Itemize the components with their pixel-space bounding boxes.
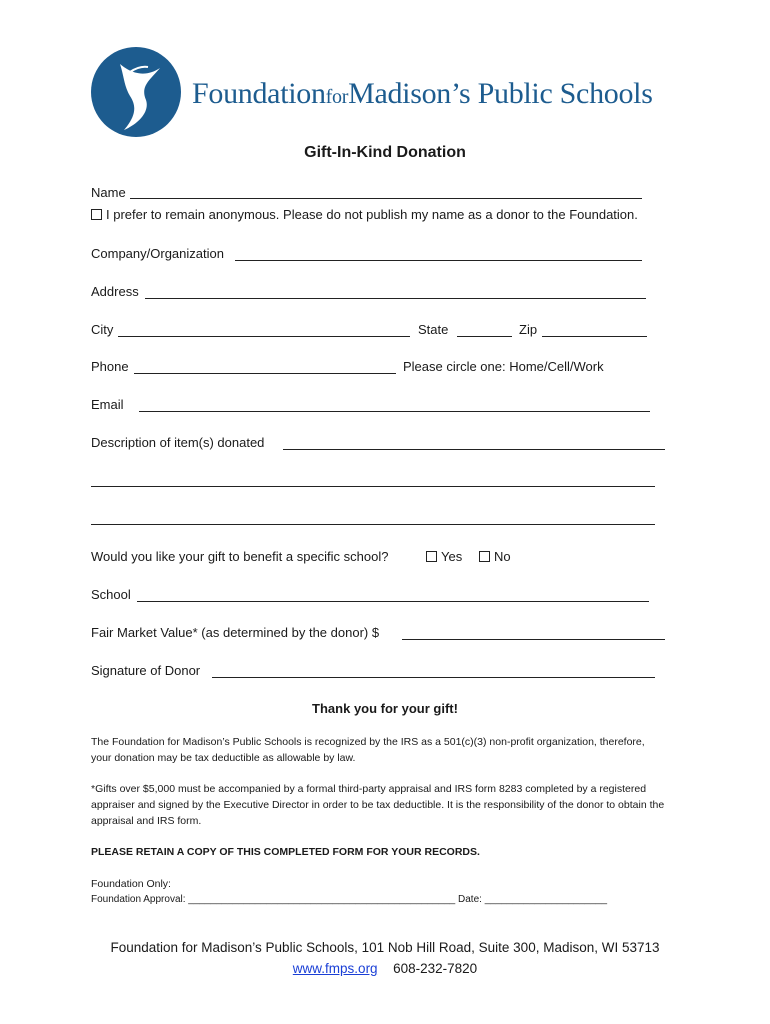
no-option — [479, 549, 511, 564]
state-label: State — [418, 322, 449, 337]
city-label: City — [91, 322, 114, 337]
description-field-line-2[interactable] — [91, 486, 655, 487]
signature-label: Signature of Donor — [91, 663, 201, 678]
org-name-part1: Foundation — [192, 77, 326, 110]
phone-label: Phone — [91, 359, 129, 374]
retain-copy-note: PLEASE RETAIN A COPY OF THIS COMPLETED FORM FOR YOUR RECORDS. — [91, 846, 480, 858]
anonymous-option — [91, 207, 638, 222]
phone-type-instruction: Please circle one: Home/Cell/Work — [403, 359, 604, 374]
appraisal-note: *Gifts over $5,000 must be accompanied by a formal third-party appraisal and IRS form 8283 completed by a registered appraiser and signed by the Executive Director in order to be tax deductible. It is the responsibility of the donor to obtain the appraisal and IRS form. — [91, 783, 665, 827]
email-field[interactable] — [139, 411, 650, 412]
footer-contact — [0, 961, 770, 976]
fair-market-value-field[interactable] — [402, 639, 665, 640]
footer-phone: 608-232-7820 — [393, 961, 478, 976]
form-title: Gift-In-Kind Donation — [304, 144, 466, 161]
company-field[interactable] — [235, 260, 642, 261]
school-field[interactable] — [137, 601, 649, 602]
state-field[interactable] — [457, 336, 512, 337]
anonymous-text: I prefer to remain anonymous. Please do not publish my name as a donor to the Foundation. — [106, 207, 638, 222]
footer-address: Foundation for Madison’s Public Schools, 101 Nob Hill Road, Suite 300, Madison, WI 53713 — [110, 940, 660, 955]
irs-note: The Foundation for Madison’s Public Schools is recognized by the IRS as a 501(c)(3) non-profit organization, therefore, your donation may be tax deductible as allowable by law. — [91, 736, 645, 764]
email-label: Email — [91, 397, 124, 412]
yes-checkbox[interactable] — [426, 551, 437, 562]
zip-label: Zip — [519, 322, 538, 337]
thank-you-text: Thank you for your gift! — [312, 701, 458, 716]
logo-emblem — [90, 46, 182, 138]
signature-field[interactable] — [212, 677, 655, 678]
zip-field[interactable] — [542, 336, 647, 337]
yes-label: Yes — [441, 549, 463, 564]
description-field-line-1[interactable] — [283, 449, 665, 450]
description-field-line-3[interactable] — [91, 524, 655, 525]
anonymous-checkbox[interactable] — [91, 209, 102, 220]
company-label: Company/Organization — [91, 246, 224, 261]
address-field[interactable] — [145, 298, 646, 299]
foundation-only-label: Foundation Only: — [91, 878, 171, 890]
org-name-part2: Madison’s Public Schools — [348, 77, 653, 110]
yes-option — [426, 549, 462, 564]
no-checkbox[interactable] — [479, 551, 490, 562]
address-label: Address — [91, 284, 139, 299]
phone-field[interactable] — [134, 373, 396, 374]
school-label: School — [91, 587, 131, 602]
no-label: No — [494, 549, 511, 564]
description-label: Description of item(s) donated — [91, 435, 265, 450]
name-field[interactable] — [130, 198, 642, 199]
org-name-logotype — [192, 77, 653, 111]
city-field[interactable] — [118, 336, 410, 337]
specific-school-question: Would you like your gift to benefit a specific school? — [91, 549, 389, 564]
foundation-approval-line: Foundation Approval: ________________________________________________ Date: ______________________ — [91, 894, 608, 905]
org-name-for: for — [325, 86, 349, 108]
name-label: Name — [91, 185, 126, 200]
website-link[interactable]: www.fmps.org — [292, 961, 378, 976]
fair-market-value-label: Fair Market Value* (as determined by the donor) $ — [91, 625, 380, 640]
